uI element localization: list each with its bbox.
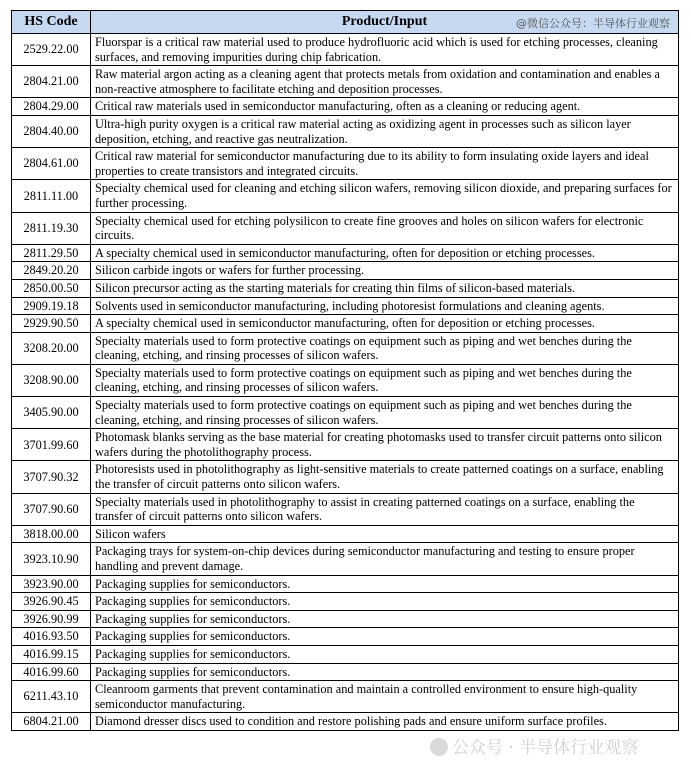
product-description-cell: Ultra-high purity oxygen is a critical raw material acting as oxidizing agent in processes such as silicon layer deposition, etching, and reactive gas neutralization. bbox=[91, 115, 679, 147]
hs-code-cell: 4016.93.50 bbox=[12, 628, 91, 646]
product-description-cell: Packaging supplies for semiconductors. bbox=[91, 593, 679, 611]
hs-code-cell: 2529.22.00 bbox=[12, 34, 91, 66]
hs-code-cell: 3405.90.00 bbox=[12, 397, 91, 429]
product-description-cell: Silicon carbide ingots or wafers for further processing. bbox=[91, 262, 679, 280]
hs-code-cell: 3923.90.00 bbox=[12, 575, 91, 593]
hs-code-cell: 2811.29.50 bbox=[12, 244, 91, 262]
table-row bbox=[12, 34, 679, 66]
table-row bbox=[12, 429, 679, 461]
table-row bbox=[12, 315, 679, 333]
product-description-cell: Diamond dresser discs used to condition and restore polishing pads and ensure uniform surface profiles. bbox=[91, 713, 679, 731]
product-description-cell: Specialty chemical used for cleaning and etching silicon wafers, removing silicon dioxide, and preparing surfaces for further processing. bbox=[91, 180, 679, 212]
hs-code-cell: 3923.10.90 bbox=[12, 543, 91, 575]
hs-code-cell: 3208.90.00 bbox=[12, 364, 91, 396]
product-description-cell: Silicon wafers bbox=[91, 525, 679, 543]
product-description-cell: Critical raw material for semiconductor manufacturing due to its ability to form insulating oxide layers and ideal properties to create transistors and integrated circuits. bbox=[91, 148, 679, 180]
hs-code-table-container bbox=[11, 10, 678, 731]
hs-code-cell: 4016.99.60 bbox=[12, 663, 91, 681]
table-row bbox=[12, 493, 679, 525]
watermark-bottom-text: 公众号 · 半导体行业观察 bbox=[452, 738, 639, 758]
table-row bbox=[12, 681, 679, 713]
product-description-cell: A specialty chemical used in semiconductor manufacturing, often for deposition or etching processes. bbox=[91, 315, 679, 333]
product-description-cell: A specialty chemical used in semiconductor manufacturing, often for deposition or etching processes. bbox=[91, 244, 679, 262]
table-row bbox=[12, 397, 679, 429]
table-row bbox=[12, 543, 679, 575]
hs-code-cell: 2849.20.20 bbox=[12, 262, 91, 280]
table-row bbox=[12, 212, 679, 244]
hs-code-cell: 2804.29.00 bbox=[12, 98, 91, 116]
hs-code-cell: 3926.90.45 bbox=[12, 593, 91, 611]
product-description-cell: Packaging supplies for semiconductors. bbox=[91, 645, 679, 663]
product-description-cell: Packaging supplies for semiconductors. bbox=[91, 575, 679, 593]
watermark-top: @微信公众号：半导体行业观察 bbox=[516, 17, 670, 30]
table-row bbox=[12, 262, 679, 280]
hs-code-cell: 3818.00.00 bbox=[12, 525, 91, 543]
hs-code-cell: 2804.61.00 bbox=[12, 148, 91, 180]
product-description-cell: Specialty materials used to form protective coatings on equipment such as piping and wet benches during the cleaning, etching, and rinsing processes of silicon wafers. bbox=[91, 364, 679, 396]
product-description-cell: Critical raw materials used in semiconductor manufacturing, often as a cleaning or reducing agent. bbox=[91, 98, 679, 116]
table-body bbox=[12, 34, 679, 731]
product-description-cell: Raw material argon acting as a cleaning agent that protects metals from oxidation and contamination and enables a non-reactive atmosphere to facilitate etching and deposition processes. bbox=[91, 66, 679, 98]
product-description-cell: Packaging supplies for semiconductors. bbox=[91, 628, 679, 646]
table-row bbox=[12, 713, 679, 731]
hs-code-cell: 6211.43.10 bbox=[12, 681, 91, 713]
table-row bbox=[12, 364, 679, 396]
header-hs-code: HS Code bbox=[12, 11, 91, 34]
product-description-cell: Solvents used in semiconductor manufacturing, including photoresist formulations and cleaning agents. bbox=[91, 297, 679, 315]
product-description-cell: Fluorspar is a critical raw material used to produce hydrofluoric acid which is used for etching processes, cleaning surfaces, and removing impurities during chip fabrication. bbox=[91, 34, 679, 66]
product-description-cell: Packaging trays for system-on-chip devices during semiconductor manufacturing and testing to ensure proper handling and prevent damage. bbox=[91, 543, 679, 575]
product-description-cell: Specialty materials used in photolithography to assist in creating patterned coatings on a surface, enabling the transfer of circuit patterns onto silicon wafers. bbox=[91, 493, 679, 525]
hs-code-cell: 6804.21.00 bbox=[12, 713, 91, 731]
product-description-cell: Packaging supplies for semiconductors. bbox=[91, 610, 679, 628]
table-row bbox=[12, 115, 679, 147]
table-row bbox=[12, 610, 679, 628]
hs-code-cell: 2811.11.00 bbox=[12, 180, 91, 212]
table-row bbox=[12, 332, 679, 364]
table-row bbox=[12, 575, 679, 593]
hs-code-cell: 2804.40.00 bbox=[12, 115, 91, 147]
table-row bbox=[12, 628, 679, 646]
table-row bbox=[12, 663, 679, 681]
product-description-cell: Photoresists used in photolithography as light-sensitive materials to create patterned coatings on a surface, enabling the transfer of circuit patterns onto silicon wafers. bbox=[91, 461, 679, 493]
hs-code-cell: 3707.90.60 bbox=[12, 493, 91, 525]
product-description-cell: Specialty materials used to form protective coatings on equipment such as piping and wet benches during the cleaning, etching, and rinsing processes of silicon wafers. bbox=[91, 397, 679, 429]
table-header-row bbox=[12, 11, 679, 34]
table-row bbox=[12, 244, 679, 262]
hs-code-cell: 2909.19.18 bbox=[12, 297, 91, 315]
table-row bbox=[12, 645, 679, 663]
table-row bbox=[12, 180, 679, 212]
table-row bbox=[12, 148, 679, 180]
table-row bbox=[12, 297, 679, 315]
wechat-icon bbox=[430, 738, 448, 756]
table-row bbox=[12, 98, 679, 116]
product-description-cell: Silicon precursor acting as the starting materials for creating thin films of silicon-based materials. bbox=[91, 279, 679, 297]
hs-code-table bbox=[11, 10, 679, 731]
header-product-input-label: Product/Input bbox=[341, 14, 428, 29]
hs-code-cell: 3926.90.99 bbox=[12, 610, 91, 628]
hs-code-cell: 2929.90.50 bbox=[12, 315, 91, 333]
header-product-input bbox=[91, 11, 679, 34]
table-row bbox=[12, 461, 679, 493]
table-row bbox=[12, 279, 679, 297]
product-description-cell: Specialty chemical used for etching polysilicon to create fine grooves and holes on silicon wafers for electronic circuits. bbox=[91, 212, 679, 244]
hs-code-cell: 2850.00.50 bbox=[12, 279, 91, 297]
hs-code-cell: 3208.20.00 bbox=[12, 332, 91, 364]
hs-code-cell: 3701.99.60 bbox=[12, 429, 91, 461]
hs-code-cell: 2804.21.00 bbox=[12, 66, 91, 98]
hs-code-cell: 2811.19.30 bbox=[12, 212, 91, 244]
hs-code-cell: 4016.99.15 bbox=[12, 645, 91, 663]
product-description-cell: Photomask blanks serving as the base material for creating photomasks used to transfer circuit patterns onto silicon wafers during the photolithography process. bbox=[91, 429, 679, 461]
hs-code-cell: 3707.90.32 bbox=[12, 461, 91, 493]
table-row bbox=[12, 66, 679, 98]
table-row bbox=[12, 525, 679, 543]
product-description-cell: Cleanroom garments that prevent contamination and maintain a controlled environment to ensure high-quality semiconductor manufacturing. bbox=[91, 681, 679, 713]
watermark-bottom bbox=[430, 733, 638, 758]
product-description-cell: Packaging supplies for semiconductors. bbox=[91, 663, 679, 681]
product-description-cell: Specialty materials used to form protective coatings on equipment such as piping and wet benches during the cleaning, etching, and rinsing processes of silicon wafers. bbox=[91, 332, 679, 364]
table-row bbox=[12, 593, 679, 611]
